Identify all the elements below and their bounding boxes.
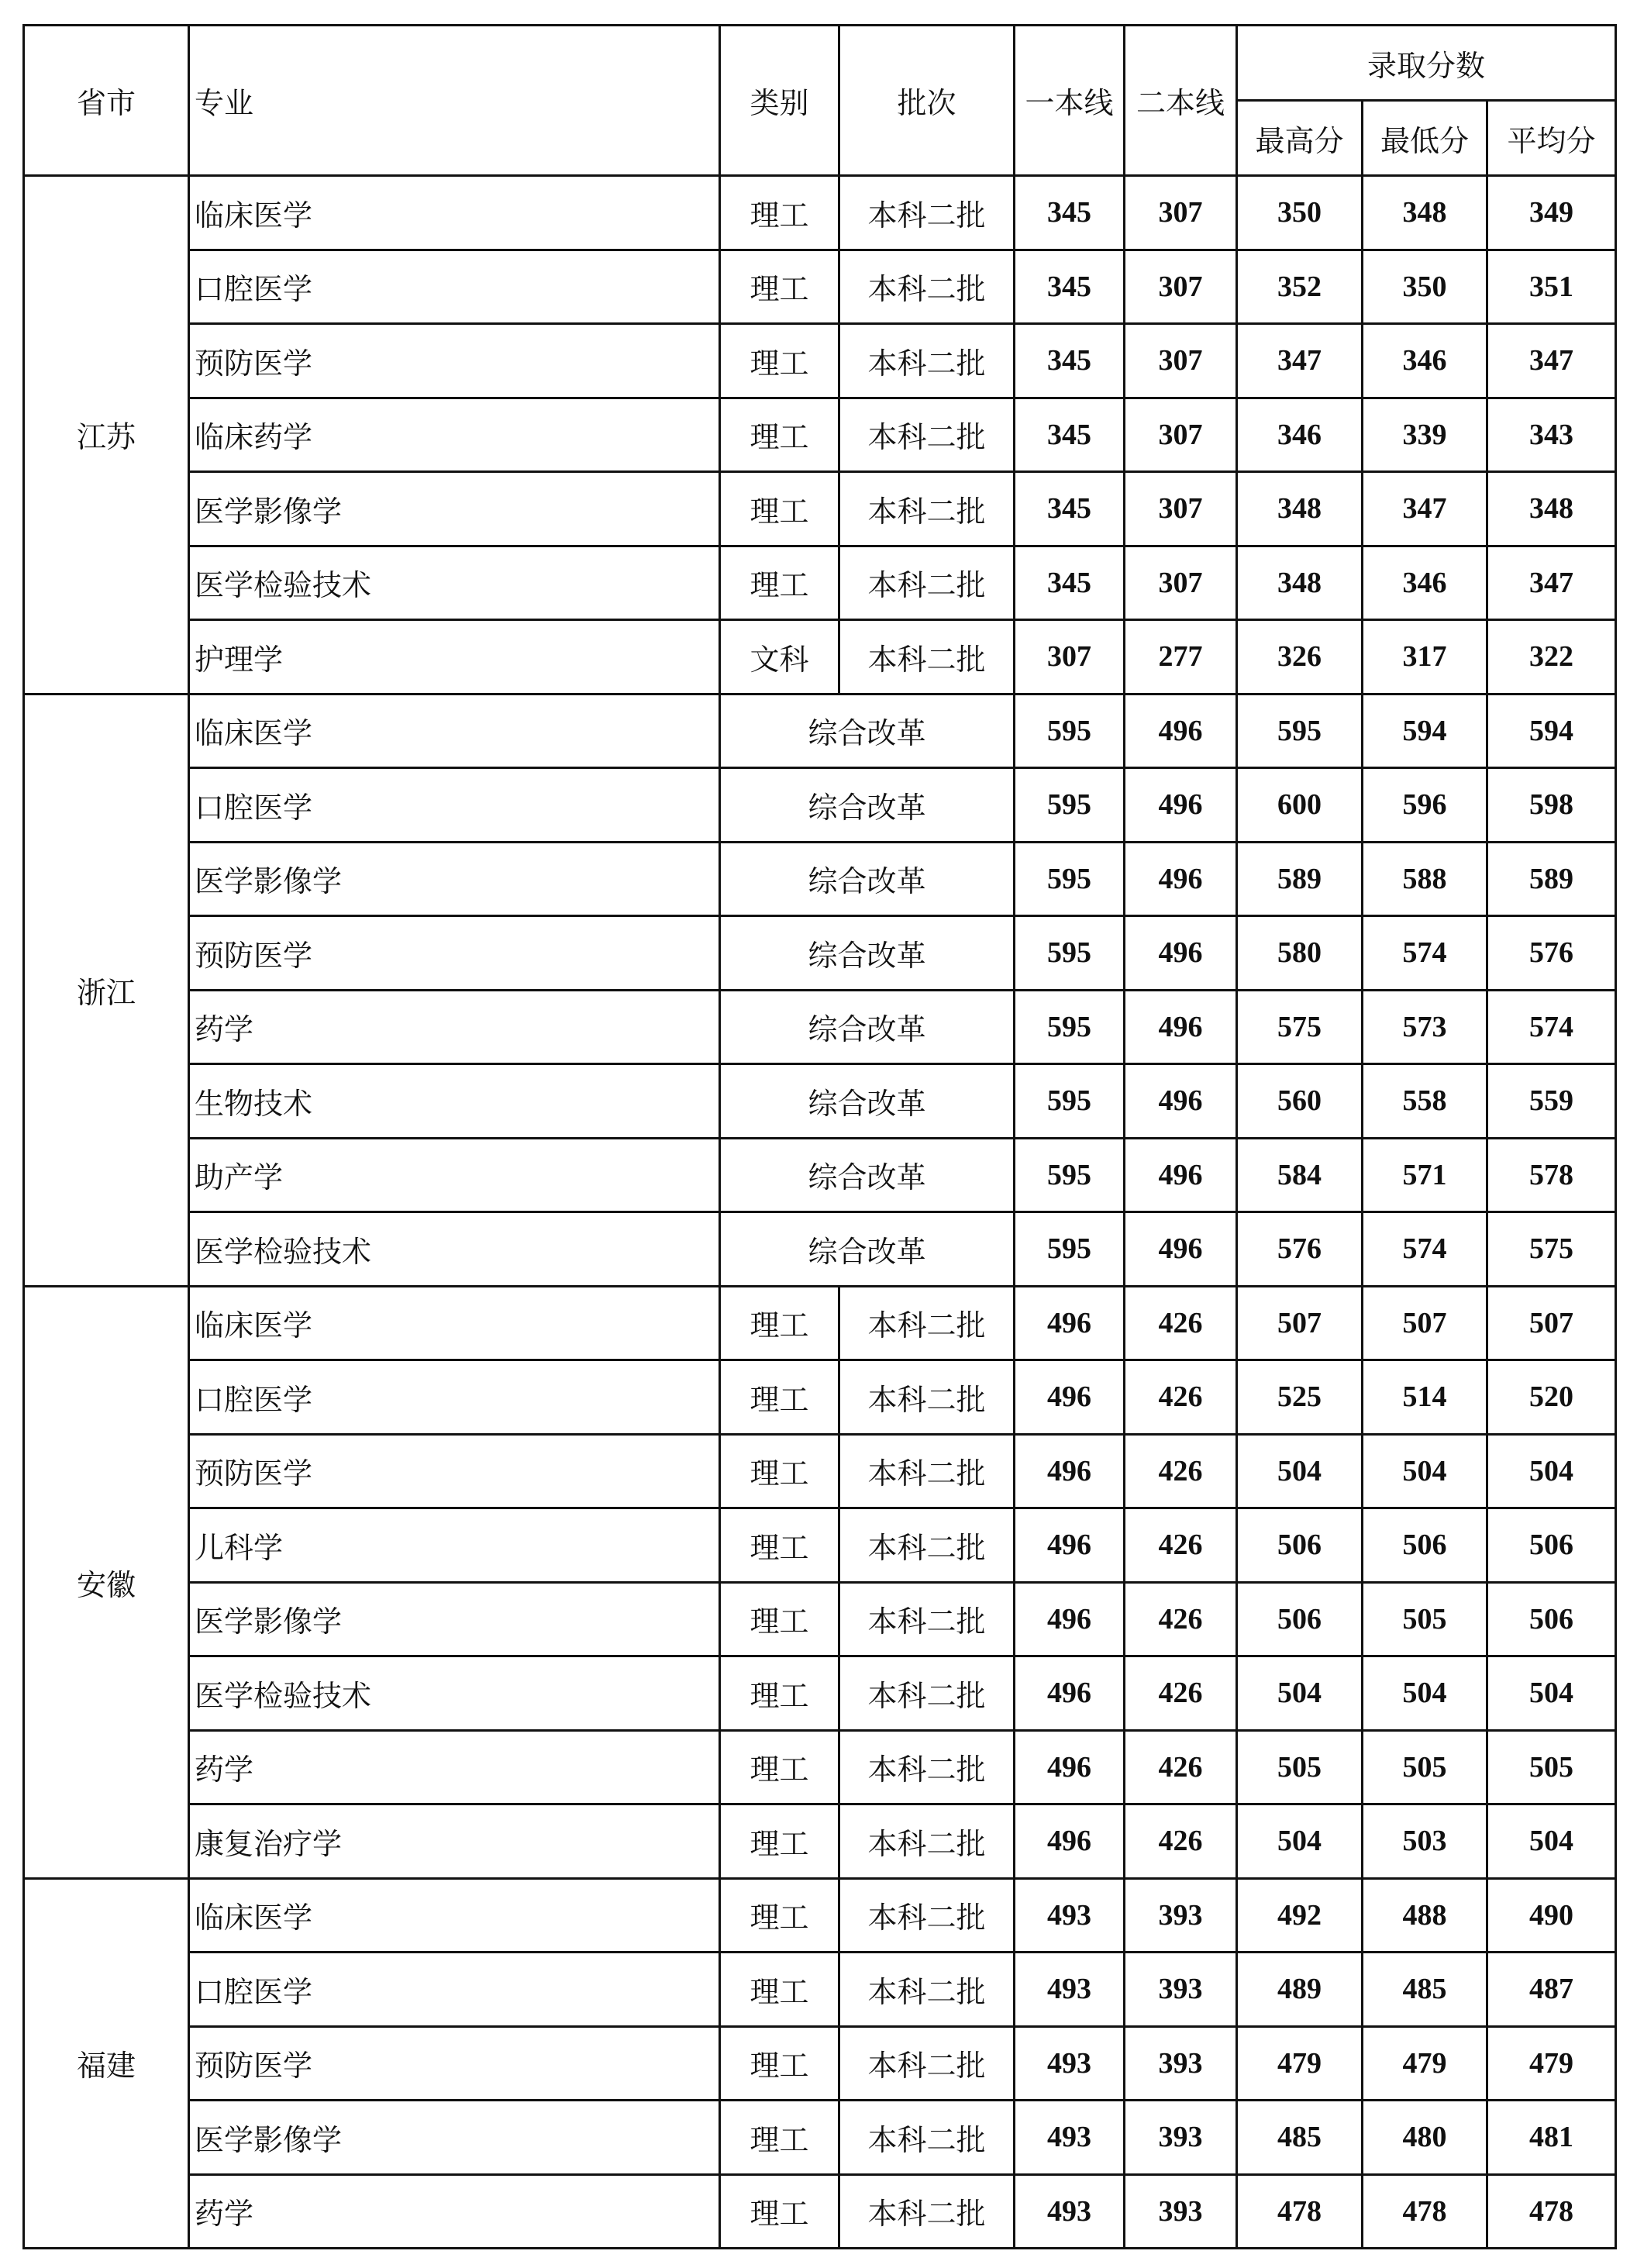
line1-cell: 493 [1015,2174,1125,2249]
avg-score-cell: 487 [1487,1953,1616,2027]
batch-cell: 本科二批 [839,620,1015,695]
table-row [24,1138,1616,1212]
min-score-cell: 574 [1363,916,1487,991]
line2-cell: 426 [1125,1360,1237,1435]
batch-cell: 本科二批 [839,1656,1015,1731]
line2-cell: 426 [1125,1656,1237,1731]
major-cell: 医学检验技术 [189,546,720,620]
major-cell: 临床医学 [189,1878,720,1953]
line1-cell: 493 [1015,2101,1125,2175]
table-row [24,1656,1616,1731]
batch-cell: 本科二批 [839,250,1015,324]
line1-cell: 496 [1015,1286,1125,1360]
line2-cell: 426 [1125,1434,1237,1508]
min-score-cell: 504 [1363,1434,1487,1508]
header-batch: 批次 [839,26,1015,176]
table-row [24,250,1616,324]
major-cell: 药学 [189,990,720,1064]
major-cell: 药学 [189,2174,720,2249]
major-cell: 临床医学 [189,694,720,768]
avg-score-cell: 576 [1487,916,1616,991]
max-score-cell: 507 [1237,1286,1363,1360]
table-row [24,1212,1616,1287]
min-score-cell: 574 [1363,1212,1487,1287]
category-cell: 理工 [720,324,839,398]
avg-score-cell: 589 [1487,842,1616,916]
batch-cell: 本科二批 [839,2101,1015,2175]
min-score-cell: 485 [1363,1953,1487,2027]
avg-score-cell: 479 [1487,2026,1616,2101]
line1-cell: 493 [1015,2026,1125,2101]
line2-cell: 426 [1125,1508,1237,1583]
line1-cell: 496 [1015,1360,1125,1435]
max-score-cell: 485 [1237,2101,1363,2175]
line1-cell: 493 [1015,1878,1125,1953]
avg-score-cell: 507 [1487,1286,1616,1360]
batch-cell: 本科二批 [839,324,1015,398]
line2-cell: 307 [1125,546,1237,620]
table-row [24,1434,1616,1508]
avg-score-cell: 478 [1487,2174,1616,2249]
line2-cell: 277 [1125,620,1237,695]
category-batch-merged-cell: 综合改革 [720,694,1015,768]
batch-cell: 本科二批 [839,472,1015,546]
major-cell: 儿科学 [189,1508,720,1583]
line1-cell: 307 [1015,620,1125,695]
category-batch-merged-cell: 综合改革 [720,1212,1015,1287]
max-score-cell: 350 [1237,176,1363,250]
category-cell: 理工 [720,2101,839,2175]
table-row [24,398,1616,472]
category-batch-merged-cell: 综合改革 [720,990,1015,1064]
min-score-cell: 503 [1363,1804,1487,1879]
table-row [24,1360,1616,1435]
major-cell: 口腔医学 [189,250,720,324]
min-score-cell: 346 [1363,546,1487,620]
max-score-cell: 576 [1237,1212,1363,1287]
line2-cell: 426 [1125,1730,1237,1804]
max-score-cell: 348 [1237,472,1363,546]
min-score-cell: 558 [1363,1064,1487,1139]
min-score-cell: 317 [1363,620,1487,695]
table-row [24,546,1616,620]
header-min: 最低分 [1363,101,1487,176]
line2-cell: 496 [1125,916,1237,991]
min-score-cell: 478 [1363,2174,1487,2249]
category-batch-merged-cell: 综合改革 [720,768,1015,843]
table-row [24,2174,1616,2249]
avg-score-cell: 351 [1487,250,1616,324]
line2-cell: 307 [1125,472,1237,546]
max-score-cell: 352 [1237,250,1363,324]
avg-score-cell: 504 [1487,1804,1616,1879]
avg-score-cell: 490 [1487,1878,1616,1953]
line1-cell: 595 [1015,990,1125,1064]
batch-cell: 本科二批 [839,1878,1015,1953]
max-score-cell: 504 [1237,1434,1363,1508]
major-cell: 医学影像学 [189,2101,720,2175]
line1-cell: 496 [1015,1804,1125,1879]
major-cell: 医学影像学 [189,1582,720,1656]
header-category: 类别 [720,26,839,176]
category-cell: 理工 [720,1878,839,1953]
table-row [24,1953,1616,2027]
max-score-cell: 505 [1237,1730,1363,1804]
line2-cell: 426 [1125,1286,1237,1360]
major-cell: 预防医学 [189,2026,720,2101]
category-cell: 理工 [720,1582,839,1656]
line1-cell: 345 [1015,250,1125,324]
min-score-cell: 347 [1363,472,1487,546]
max-score-cell: 346 [1237,398,1363,472]
max-score-cell: 479 [1237,2026,1363,2101]
header-max: 最高分 [1237,101,1363,176]
table-row [24,1804,1616,1879]
line2-cell: 496 [1125,842,1237,916]
table-row [24,2026,1616,2101]
min-score-cell: 480 [1363,2101,1487,2175]
batch-cell: 本科二批 [839,1360,1015,1435]
major-cell: 口腔医学 [189,1360,720,1435]
major-cell: 口腔医学 [189,1953,720,2027]
category-cell: 理工 [720,1286,839,1360]
avg-score-cell: 343 [1487,398,1616,472]
table-row [24,324,1616,398]
line2-cell: 393 [1125,1878,1237,1953]
batch-cell: 本科二批 [839,1953,1015,2027]
min-score-cell: 479 [1363,2026,1487,2101]
table-row [24,1730,1616,1804]
min-score-cell: 573 [1363,990,1487,1064]
category-cell: 理工 [720,2174,839,2249]
table-row [24,2101,1616,2175]
line2-cell: 496 [1125,1064,1237,1139]
max-score-cell: 584 [1237,1138,1363,1212]
line1-cell: 595 [1015,768,1125,843]
major-cell: 医学检验技术 [189,1656,720,1731]
line1-cell: 493 [1015,1953,1125,2027]
min-score-cell: 346 [1363,324,1487,398]
table-row [24,1582,1616,1656]
table-row [24,1508,1616,1583]
category-cell: 理工 [720,2026,839,2101]
line2-cell: 496 [1125,768,1237,843]
max-score-cell: 595 [1237,694,1363,768]
table-row [24,1878,1616,1953]
min-score-cell: 504 [1363,1656,1487,1731]
batch-cell: 本科二批 [839,1508,1015,1583]
max-score-cell: 600 [1237,768,1363,843]
category-cell: 理工 [720,1730,839,1804]
min-score-cell: 350 [1363,250,1487,324]
major-cell: 康复治疗学 [189,1804,720,1879]
max-score-cell: 489 [1237,1953,1363,2027]
line2-cell: 496 [1125,990,1237,1064]
max-score-cell: 347 [1237,324,1363,398]
category-batch-merged-cell: 综合改革 [720,1138,1015,1212]
batch-cell: 本科二批 [839,1804,1015,1879]
header-major: 专业 [189,26,720,176]
avg-score-cell: 574 [1487,990,1616,1064]
line1-cell: 595 [1015,1212,1125,1287]
line1-cell: 496 [1015,1730,1125,1804]
header-line1: 一本线 [1015,26,1125,176]
category-cell: 理工 [720,1360,839,1435]
max-score-cell: 560 [1237,1064,1363,1139]
table-body [24,176,1616,2249]
line1-cell: 595 [1015,694,1125,768]
avg-score-cell: 322 [1487,620,1616,695]
header-line2: 二本线 [1125,26,1237,176]
line1-cell: 345 [1015,546,1125,620]
line2-cell: 496 [1125,1212,1237,1287]
table-row [24,990,1616,1064]
table-row [24,176,1616,250]
category-cell: 文科 [720,620,839,695]
avg-score-cell: 520 [1487,1360,1616,1435]
avg-score-cell: 598 [1487,768,1616,843]
max-score-cell: 478 [1237,2174,1363,2249]
line1-cell: 595 [1015,1064,1125,1139]
batch-cell: 本科二批 [839,546,1015,620]
line2-cell: 307 [1125,176,1237,250]
batch-cell: 本科二批 [839,1286,1015,1360]
major-cell: 生物技术 [189,1064,720,1139]
min-score-cell: 339 [1363,398,1487,472]
table-row [24,916,1616,991]
avg-score-cell: 506 [1487,1582,1616,1656]
major-cell: 临床医学 [189,176,720,250]
line2-cell: 426 [1125,1804,1237,1879]
major-cell: 医学影像学 [189,472,720,546]
avg-score-cell: 506 [1487,1508,1616,1583]
category-cell: 理工 [720,1434,839,1508]
category-batch-merged-cell: 综合改革 [720,842,1015,916]
category-cell: 理工 [720,1953,839,2027]
max-score-cell: 575 [1237,990,1363,1064]
header-province: 省市 [24,26,189,176]
min-score-cell: 507 [1363,1286,1487,1360]
line2-cell: 393 [1125,2026,1237,2101]
table-row [24,472,1616,546]
table-header [24,26,1616,176]
avg-score-cell: 504 [1487,1434,1616,1508]
table-row [24,620,1616,695]
max-score-cell: 580 [1237,916,1363,991]
category-cell: 理工 [720,250,839,324]
major-cell: 预防医学 [189,916,720,991]
avg-score-cell: 505 [1487,1730,1616,1804]
major-cell: 口腔医学 [189,768,720,843]
max-score-cell: 589 [1237,842,1363,916]
line1-cell: 496 [1015,1508,1125,1583]
max-score-cell: 525 [1237,1360,1363,1435]
line1-cell: 496 [1015,1656,1125,1731]
batch-cell: 本科二批 [839,176,1015,250]
max-score-cell: 504 [1237,1804,1363,1879]
max-score-cell: 492 [1237,1878,1363,1953]
min-score-cell: 506 [1363,1508,1487,1583]
avg-score-cell: 594 [1487,694,1616,768]
major-cell: 医学检验技术 [189,1212,720,1287]
max-score-cell: 506 [1237,1582,1363,1656]
batch-cell: 本科二批 [839,2026,1015,2101]
major-cell: 护理学 [189,620,720,695]
line2-cell: 393 [1125,1953,1237,2027]
line2-cell: 307 [1125,250,1237,324]
province-cell: 福建 [24,1878,189,2249]
avg-score-cell: 578 [1487,1138,1616,1212]
batch-cell: 本科二批 [839,1730,1015,1804]
line2-cell: 393 [1125,2174,1237,2249]
line1-cell: 496 [1015,1582,1125,1656]
table-row [24,768,1616,843]
line1-cell: 595 [1015,842,1125,916]
avg-score-cell: 348 [1487,472,1616,546]
line2-cell: 426 [1125,1582,1237,1656]
max-score-cell: 504 [1237,1656,1363,1731]
category-cell: 理工 [720,546,839,620]
min-score-cell: 488 [1363,1878,1487,1953]
line1-cell: 496 [1015,1434,1125,1508]
category-cell: 理工 [720,1804,839,1879]
province-cell: 安徽 [24,1286,189,1878]
admission-score-table [22,24,1617,2249]
header-scores-group: 录取分数 [1237,26,1616,101]
min-score-cell: 348 [1363,176,1487,250]
category-cell: 理工 [720,176,839,250]
min-score-cell: 594 [1363,694,1487,768]
batch-cell: 本科二批 [839,1434,1015,1508]
major-cell: 临床医学 [189,1286,720,1360]
avg-score-cell: 481 [1487,2101,1616,2175]
major-cell: 预防医学 [189,1434,720,1508]
province-cell: 江苏 [24,176,189,695]
major-cell: 药学 [189,1730,720,1804]
major-cell: 预防医学 [189,324,720,398]
max-score-cell: 506 [1237,1508,1363,1583]
avg-score-cell: 575 [1487,1212,1616,1287]
avg-score-cell: 559 [1487,1064,1616,1139]
category-cell: 理工 [720,472,839,546]
line2-cell: 496 [1125,694,1237,768]
major-cell: 临床药学 [189,398,720,472]
line2-cell: 393 [1125,2101,1237,2175]
major-cell: 医学影像学 [189,842,720,916]
line2-cell: 307 [1125,324,1237,398]
category-batch-merged-cell: 综合改革 [720,1064,1015,1139]
min-score-cell: 514 [1363,1360,1487,1435]
min-score-cell: 588 [1363,842,1487,916]
line2-cell: 307 [1125,398,1237,472]
avg-score-cell: 349 [1487,176,1616,250]
table-row [24,694,1616,768]
major-cell: 助产学 [189,1138,720,1212]
category-cell: 理工 [720,398,839,472]
category-cell: 理工 [720,1508,839,1583]
batch-cell: 本科二批 [839,2174,1015,2249]
line1-cell: 345 [1015,324,1125,398]
line1-cell: 595 [1015,916,1125,991]
max-score-cell: 348 [1237,546,1363,620]
avg-score-cell: 347 [1487,324,1616,398]
header-avg: 平均分 [1487,101,1616,176]
min-score-cell: 571 [1363,1138,1487,1212]
line1-cell: 345 [1015,398,1125,472]
line2-cell: 496 [1125,1138,1237,1212]
batch-cell: 本科二批 [839,1582,1015,1656]
min-score-cell: 596 [1363,768,1487,843]
table-row [24,842,1616,916]
province-cell: 浙江 [24,694,189,1286]
category-cell: 理工 [720,1656,839,1731]
avg-score-cell: 347 [1487,546,1616,620]
line1-cell: 345 [1015,176,1125,250]
table-row [24,1286,1616,1360]
table-row [24,1064,1616,1139]
line1-cell: 595 [1015,1138,1125,1212]
batch-cell: 本科二批 [839,398,1015,472]
line1-cell: 345 [1015,472,1125,546]
min-score-cell: 505 [1363,1582,1487,1656]
min-score-cell: 505 [1363,1730,1487,1804]
max-score-cell: 326 [1237,620,1363,695]
avg-score-cell: 504 [1487,1656,1616,1731]
category-batch-merged-cell: 综合改革 [720,916,1015,991]
